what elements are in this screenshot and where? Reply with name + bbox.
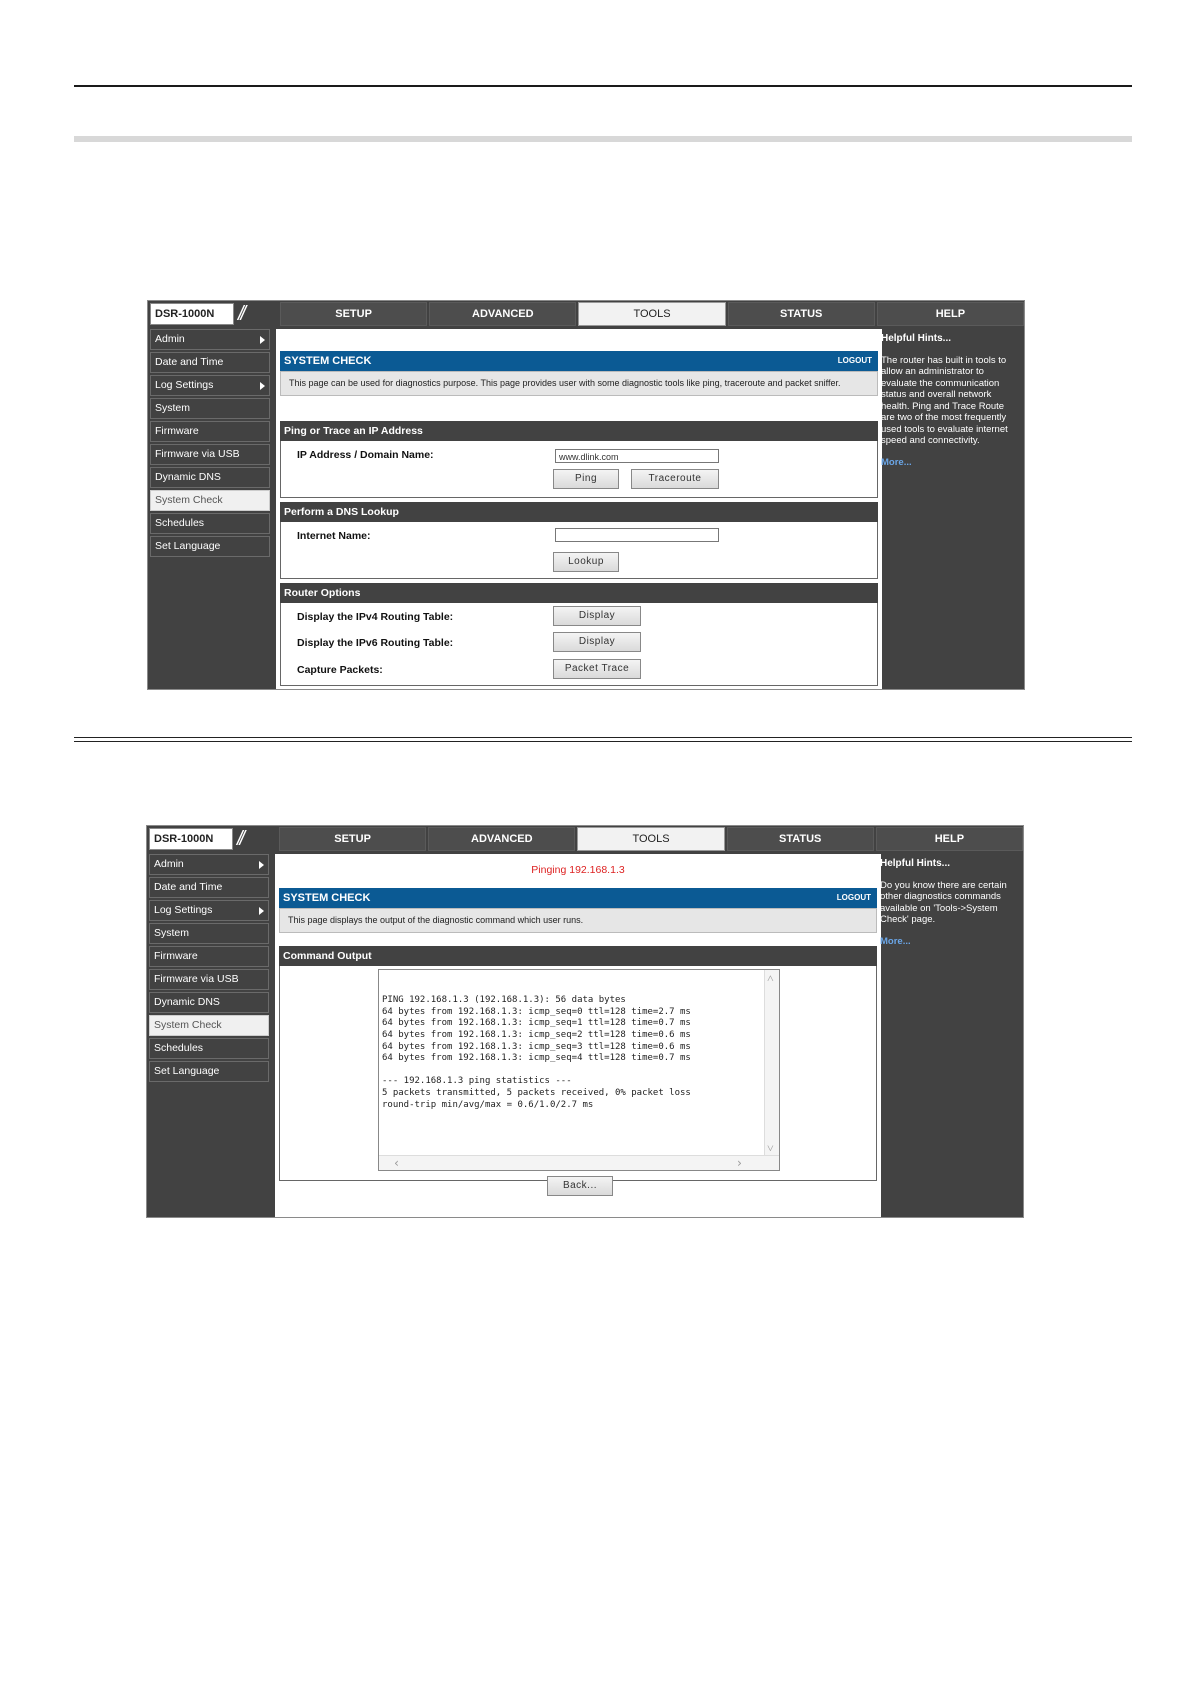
sidebar-item-admin[interactable]	[149, 854, 269, 875]
page-description: This page can be used for diagnostics purpose. This page provides user with some diagnostic tools like ping, traceroute and packet sniffer.	[280, 371, 878, 396]
sidebar-item-schedules[interactable]	[149, 1038, 269, 1059]
sidebar-item-date-and-time[interactable]	[150, 352, 270, 373]
sidebar-item-label: System	[154, 927, 190, 939]
sidebar-item-label: Schedules	[155, 517, 205, 529]
help-title: Helpful Hints...	[881, 333, 951, 344]
top-navigation	[148, 301, 1024, 327]
sidebar-item-system-check[interactable]	[150, 490, 270, 511]
sidebar-item-label: Set Language	[154, 1065, 220, 1077]
help-more-link[interactable]: More...	[881, 456, 912, 468]
capture-packets-label: Capture Packets:	[297, 664, 383, 676]
section-title: Ping or Trace an IP Address	[280, 421, 878, 441]
internet-name-input[interactable]	[555, 528, 719, 542]
section-divider	[74, 741, 1132, 742]
ip-address-input[interactable]: www.dlink.com	[555, 449, 719, 463]
sidebar-item-dynamic-dns[interactable]	[149, 992, 269, 1013]
help-title: Helpful Hints...	[880, 858, 950, 869]
vertical-scrollbar[interactable]	[764, 970, 779, 1156]
chevron-right-icon	[259, 907, 264, 915]
sidebar-item-label: Set Language	[155, 540, 221, 552]
screenshot-system-check	[147, 300, 1025, 690]
tab-advanced[interactable]: ADVANCED	[428, 827, 575, 851]
tab-status[interactable]: STATUS	[727, 827, 874, 851]
sidebar-item-firmware[interactable]	[150, 421, 270, 442]
page-header-rule	[74, 85, 1132, 87]
tab-tools[interactable]: TOOLS	[578, 302, 725, 326]
scroll-down-icon[interactable]: ˅	[767, 1141, 774, 1155]
help-text: The router has built in tools to allow an administrator to evaluate the communication status and overall network health. Ping and Trace Route are two of the most frequently used tools to evaluate internet speed and connectivity.	[881, 354, 1008, 446]
scroll-right-icon[interactable]: ›	[735, 1156, 743, 1170]
sidebar-item-label: Admin	[155, 333, 185, 345]
sidebar-item-system[interactable]	[150, 398, 270, 419]
sidebar-item-log-settings[interactable]	[149, 900, 269, 921]
sidebar-item-system[interactable]	[149, 923, 269, 944]
scroll-up-icon[interactable]: ˄	[767, 971, 774, 985]
tab-advanced[interactable]: ADVANCED	[429, 302, 576, 326]
command-output-text: PING 192.168.1.3 (192.168.1.3): 56 data bytes 64 bytes from 192.168.1.3: icmp_seq=0 ttl=128 time=2.7 ms 64 bytes from 192.168.1.3: icmp_seq=1 ttl=128 time=0.7 ms 64 bytes from 192.168.1.3: icmp_seq=2 ttl=128 time=0.6 ms 64 bytes from 192.168.1.3: icmp_seq=3 ttl=128 time=0.6 ms 64 bytes from 192.168.1.3: icmp_seq=4 ttl=128 time=0.7 ms --- 192.168.1.3 ping statistics --- 5 packets transmitted, 5 packets received, 0% packet loss round-trip min/avg/max = 0.6/1.0/2.7 ms	[382, 995, 691, 1110]
main-content	[276, 329, 882, 689]
sidebar	[150, 329, 270, 559]
brand-logo	[148, 301, 278, 327]
sidebar	[149, 854, 269, 1084]
model-name: DSR-1000N	[149, 828, 233, 850]
command-output-body	[279, 966, 877, 1181]
main-content	[275, 854, 881, 1217]
sidebar-item-label: Log Settings	[155, 379, 214, 391]
system-check-panel	[279, 888, 877, 933]
sidebar-item-firmware-usb[interactable]	[150, 444, 270, 465]
status-message: Pinging 192.168.1.3	[531, 864, 625, 876]
sidebar-item-set-language[interactable]	[150, 536, 270, 557]
logout-link[interactable]: LOGOUT	[837, 356, 872, 365]
horizontal-scrollbar[interactable]	[379, 1155, 779, 1170]
command-output-section	[279, 946, 877, 1181]
sidebar-item-firmware-usb[interactable]	[149, 969, 269, 990]
help-panel	[881, 333, 1017, 468]
section-divider	[74, 737, 1132, 738]
top-navigation	[147, 826, 1023, 852]
sidebar-item-firmware[interactable]	[149, 946, 269, 967]
sidebar-item-label: Schedules	[154, 1042, 204, 1054]
section-title: Perform a DNS Lookup	[280, 502, 878, 522]
ip-address-label: IP Address / Domain Name:	[297, 449, 434, 461]
section-title: Router Options	[280, 583, 878, 603]
help-panel	[880, 858, 1016, 947]
chevron-right-icon	[260, 382, 265, 390]
back-button[interactable]: Back...	[547, 1176, 613, 1196]
ping-section-body	[280, 441, 878, 498]
sidebar-item-label: Dynamic DNS	[155, 471, 221, 483]
scroll-left-icon[interactable]: ‹	[393, 1156, 401, 1170]
help-text: Do you know there are certain other diagnostics commands available on 'Tools->System Check' page.	[880, 879, 1007, 925]
sidebar-item-schedules[interactable]	[150, 513, 270, 534]
ipv4-routing-label: Display the IPv4 Routing Table:	[297, 611, 454, 623]
tab-status[interactable]: STATUS	[728, 302, 875, 326]
traceroute-button[interactable]: Traceroute	[631, 469, 719, 489]
sidebar-item-dynamic-dns[interactable]	[150, 467, 270, 488]
sidebar-item-date-and-time[interactable]	[149, 877, 269, 898]
panel-header	[280, 351, 878, 371]
sidebar-item-system-check[interactable]	[149, 1015, 269, 1036]
sidebar-item-label: Dynamic DNS	[154, 996, 220, 1008]
sidebar-item-label: Firmware	[154, 950, 198, 962]
internet-name-label: Internet Name:	[297, 530, 371, 542]
model-name: DSR-1000N	[150, 303, 234, 325]
logo-slash-icon: //	[237, 828, 243, 850]
sidebar-item-label: System Check	[154, 1019, 222, 1031]
sidebar-item-label: System	[155, 402, 191, 414]
tab-help[interactable]: HELP	[876, 827, 1023, 851]
command-output-textarea[interactable]	[378, 969, 780, 1171]
sidebar-item-label: Firmware via USB	[154, 973, 239, 985]
router-section-body	[280, 603, 878, 686]
lookup-button[interactable]: Lookup	[553, 552, 619, 572]
logout-link[interactable]: LOGOUT	[836, 893, 871, 902]
tab-setup[interactable]: SETUP	[280, 302, 427, 326]
router-options-section	[280, 583, 878, 686]
logo-slash-icon: //	[238, 303, 244, 325]
display-ipv4-button[interactable]: Display	[553, 606, 641, 626]
sidebar-item-label: Firmware	[155, 425, 199, 437]
help-more-link[interactable]: More...	[880, 935, 911, 947]
sidebar-item-label: System Check	[155, 494, 223, 506]
sidebar-item-log-settings[interactable]	[150, 375, 270, 396]
sidebar-item-set-language[interactable]	[149, 1061, 269, 1082]
section-title: Command Output	[279, 946, 877, 966]
ping-section	[280, 421, 878, 498]
sidebar-item-admin[interactable]	[150, 329, 270, 350]
screenshot-command-output	[146, 825, 1024, 1218]
system-check-panel	[280, 351, 878, 396]
page-section-rule	[74, 136, 1132, 142]
sidebar-item-label: Firmware via USB	[155, 448, 240, 460]
sidebar-item-label: Admin	[154, 858, 184, 870]
chevron-right-icon	[259, 861, 264, 869]
panel-header	[279, 888, 877, 908]
tab-tools[interactable]: TOOLS	[577, 827, 724, 851]
chevron-right-icon	[260, 336, 265, 344]
brand-logo	[147, 826, 277, 852]
display-ipv6-button[interactable]: Display	[553, 632, 641, 652]
packet-trace-button[interactable]: Packet Trace	[553, 659, 641, 679]
dns-section-body	[280, 522, 878, 579]
tab-setup[interactable]: SETUP	[279, 827, 426, 851]
dns-lookup-section	[280, 502, 878, 579]
sidebar-item-label: Date and Time	[155, 356, 224, 368]
panel-title: SYSTEM CHECK	[283, 892, 371, 904]
ipv6-routing-label: Display the IPv6 Routing Table:	[297, 637, 454, 649]
panel-title: SYSTEM CHECK	[284, 355, 372, 367]
ping-button[interactable]: Ping	[553, 469, 619, 489]
page-description: This page displays the output of the diagnostic command which user runs.	[279, 908, 877, 933]
sidebar-item-label: Date and Time	[154, 881, 223, 893]
tab-help[interactable]: HELP	[877, 302, 1024, 326]
sidebar-item-label: Log Settings	[154, 904, 213, 916]
